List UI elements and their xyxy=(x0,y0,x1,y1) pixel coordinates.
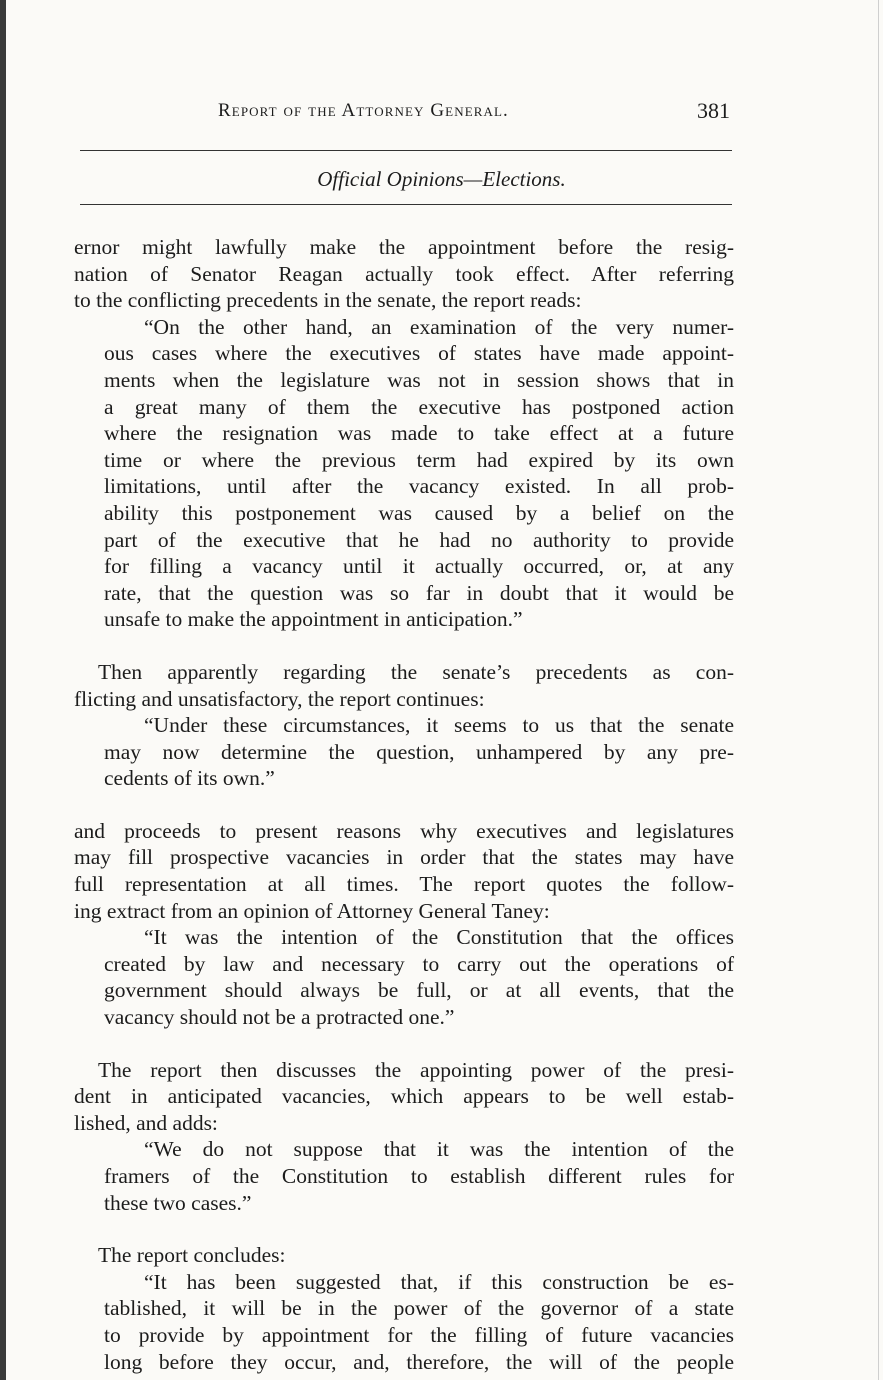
text-line: limitations, until after the vacancy existed. In all prob- xyxy=(104,474,734,499)
text-line: ing extract from an opinion of Attorney General Taney: xyxy=(74,898,550,923)
text-line: for filling a vacancy until it actually occurred, or, at any xyxy=(104,554,734,579)
text-line: ability this postponement was caused by a belief on the xyxy=(104,500,734,525)
page-number: 381 xyxy=(697,98,730,123)
text-line: cedents of its own.” xyxy=(104,766,275,791)
paragraph-gap xyxy=(74,1216,734,1242)
text-line: vacancy should not be a protracted one.” xyxy=(104,1005,455,1030)
text-line: ments when the legislature was not in session shows that in xyxy=(104,367,734,392)
text-line: “It was the intention of the Constitution that the offices xyxy=(144,925,734,950)
paragraph-gap xyxy=(74,1031,734,1057)
text-line: rate, that the question was so far in doubt that it would be xyxy=(104,580,734,605)
section-title: Official Opinions—Elections. xyxy=(317,167,566,191)
text-line: The report concludes: xyxy=(98,1243,286,1268)
text-line: to provide by appointment for the filling of future vacancies xyxy=(104,1322,734,1347)
text-line: these two cases.” xyxy=(104,1190,252,1215)
text-line: “Under these circumstances, it seems to us that the senate xyxy=(144,713,734,738)
header-rule-top xyxy=(80,150,732,151)
page-body xyxy=(74,234,734,1375)
text-line: where the resignation was made to take effect at a future xyxy=(104,421,734,446)
text-line: unsafe to make the appointment in anticipation.” xyxy=(104,607,523,632)
text-line: Then apparently regarding the senate’s precedents as con- xyxy=(98,659,734,684)
text-line: ous cases where the executives of states have made appoint- xyxy=(104,341,734,366)
block-quote xyxy=(74,712,734,792)
text-line: flicting and unsatisfactory, the report continues: xyxy=(74,686,485,711)
paragraph xyxy=(74,818,734,924)
paragraph xyxy=(74,659,734,712)
text-line: ernor might lawfully make the appointment before the resig- xyxy=(74,235,734,259)
text-line: long before they occur, and, therefore, the will of the people xyxy=(104,1349,734,1374)
text-line: tablished, it will be in the power of the governor of a state xyxy=(104,1296,734,1321)
text-line: government should always be full, or at all events, that the xyxy=(104,978,734,1003)
text-line: and proceeds to present reasons why executives and legislatures xyxy=(74,818,734,843)
text-line: part of the executive that he had no authority to provide xyxy=(104,527,734,552)
text-line: “We do not suppose that it was the intention of the xyxy=(144,1137,734,1162)
paragraph-gap xyxy=(74,792,734,818)
text-line: full representation at all times. The report quotes the follow- xyxy=(74,872,734,897)
text-line: The report then discusses the appointing power of the presi- xyxy=(98,1057,734,1082)
scan-right-edge xyxy=(878,0,879,1380)
text-line: “On the other hand, an examination of the very numer- xyxy=(144,314,734,339)
paragraph xyxy=(74,1242,734,1269)
paragraph-gap xyxy=(74,633,734,659)
text-line: to the conflicting precedents in the senate, the report reads: xyxy=(74,288,582,313)
text-line: dent in anticipated vacancies, which appears to be well estab- xyxy=(74,1084,734,1109)
text-line: lished, and adds: xyxy=(74,1110,218,1135)
text-line: created by law and necessary to carry out the operations of xyxy=(104,951,734,976)
header-rule-bottom xyxy=(80,204,732,205)
text-line: a great many of them the executive has postponed action xyxy=(104,394,734,419)
block-quote xyxy=(74,1269,734,1375)
text-line: framers of the Constitution to establish different rules for xyxy=(104,1164,734,1188)
scan-left-edge xyxy=(0,0,6,1380)
text-line: may fill prospective vacancies in order that the states may have xyxy=(74,845,734,870)
block-quote xyxy=(74,924,734,1030)
text-line: nation of Senator Reagan actually took effect. After referring xyxy=(74,261,734,286)
text-line: “It has been suggested that, if this construction be es- xyxy=(144,1269,734,1294)
paragraph xyxy=(74,1057,734,1137)
paragraph xyxy=(74,234,734,314)
text-line: may now determine the question, unhampered by any pre- xyxy=(104,739,734,764)
text-line: time or where the previous term had expired by its own xyxy=(104,447,734,472)
block-quote xyxy=(74,1136,734,1216)
running-header: Report of the Attorney General. xyxy=(218,100,509,121)
block-quote xyxy=(74,314,734,633)
